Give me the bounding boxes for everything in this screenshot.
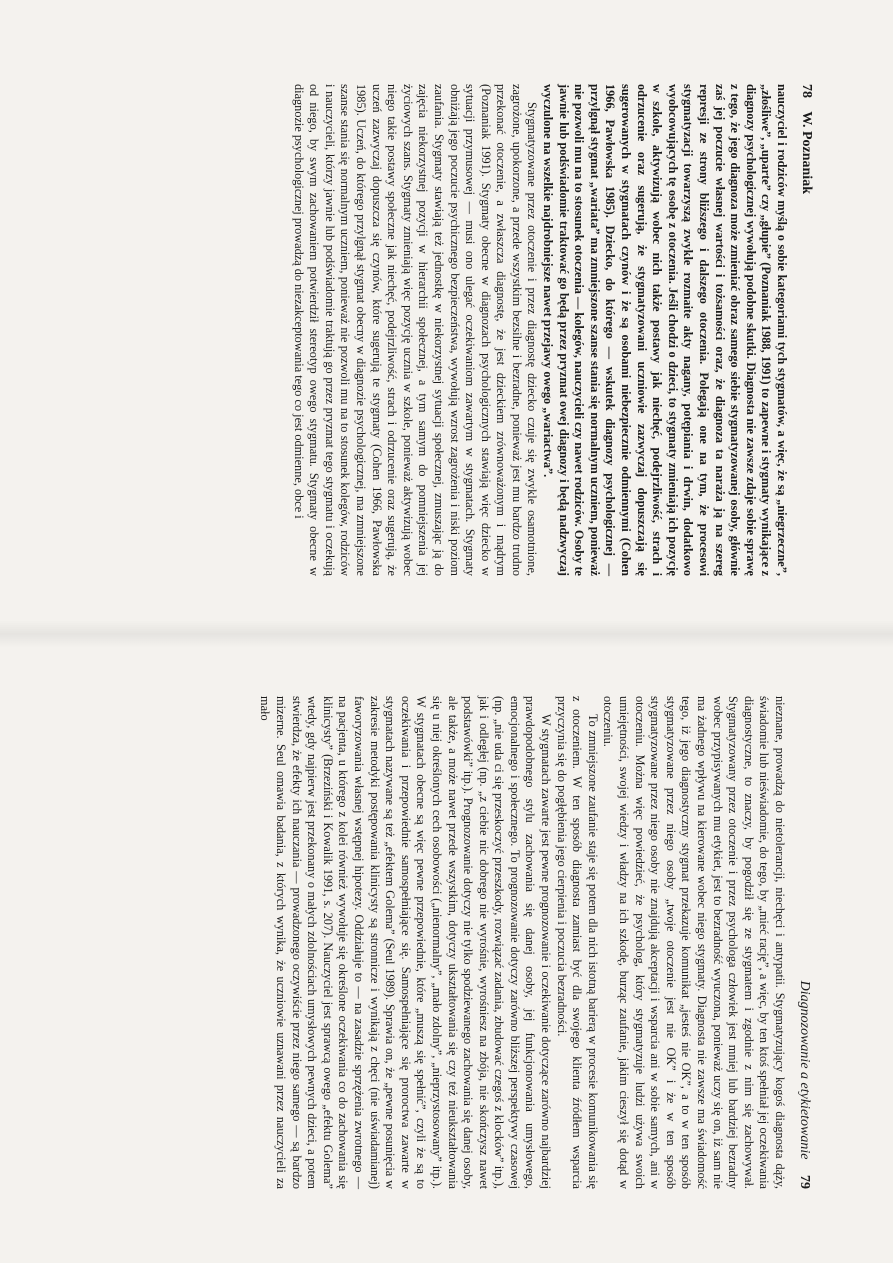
author-name: W. Poznaniak bbox=[799, 111, 814, 194]
right-page-number: 79 bbox=[797, 1175, 812, 1189]
right-body-text bbox=[257, 696, 787, 1189]
left-page-number: 78 bbox=[799, 84, 814, 98]
right-paragraph-1: nieznane, prowadzą do nietolerancji, niechęci i antypatii. Stygmatyzujący kogoś diagnosta dąży, świadomie lub nieświadomie, do tego, by „mieć rację”, a więc, by ten ktoś spełniał jej oczekiwania diagnostyczne, to znaczy, by pogodził się ze stygmatem i zgodnie z nim się zachowywał. Stygmatyzowany przez otoczenie i przez psychologa człowiek jest mniej lub bardziej bezradny wobec przypisywanych mu etykiet, jest to bezradność wyuczona, ponieważ uczy się on, iż sam nie ma żadnego wpływu na kierowane wobec niego stygmaty. Diagnosta nie zawsze ma świadomość tego, iż jego diagnostyczny stygmat przekazuje komunikat „jesteś nie OK”, a to w ten sposób stygmatyzowane przez niego osoby „twoje otoczenie jest nie OK” i że w ten sposób stygmatyzowane przez niego osoby nie znajdują akceptacji i wsparcia ani w sobie samych, ani w otoczeniu. Można więc powiedzieć, że psycholog, który stygmatyzuje ludzi używa swoich umiejętności, swojej wiedzy i władzy na ich szkodę, burząc zaufanie, jakim cieszył się dotąd w otoczeniu. bbox=[601, 696, 787, 1189]
right-paragraph-2: To zmniejszone zaufanie staje się potem dla nich istotną barierą w procesie komunikowania się z otoczeniem. W ten sposób diagnosta zamiast być dla swojego klienta źródłem wsparcia przyczynia się do pogłębienia jego cierpienia i poczucia bezradności. bbox=[554, 696, 600, 1189]
right-page bbox=[0, 648, 893, 1263]
left-body-text bbox=[290, 84, 789, 576]
right-running-head bbox=[787, 696, 813, 1189]
left-paragraph-2: Stygmatyzowane przez otoczenie i przez diagnostę dziecko czuje się zwykle osamotnione, zagrożone, upokorzone, a przede wszystkim bezsilne i bezradne, ponieważ jest mu bardzo trudno przekonać otoczenie, a zwłaszcza diagnostę, że jest dzieckiem zrównoważonym i mądrym (Poznaniak 1991). Stygmaty obecne w diagnozach psychologicznych stawiają więc dziecko w sytuacji przymusowej — musi ono ulegać oczekiwaniom zawartym w stygmatach. Stygmaty obniżają jego poczucie psychicznego bezpieczeństwa, wywołują wzrost zagrożenia i niski poziom zaufania. Stygmaty stawiają też jednostkę w niekorzystnej sytuacji społecznej, zmuszając ją do zajęcia niekorzystnej pozycji w hierarchii społecznej, a tym samym do pomniejszenia jej życiowych szans. Stygmaty zmieniają więc pozycję ucznia w szkole, ponieważ aktywizują wobec niego takie postawy społeczne jak niechęć, podejrzliwość, strach i odrzucenie oraz sugerują, że uczeń zazwyczaj dopuszcza się czynów, które sugerują te stygmaty (Cohen 1966, Pawłowska 1985). Uczeń, do którego przylgnął stygmat obecny w diagnozie psychologicznej, ma zmniejszone szanse stania się normalnym uczniem, ponieważ nie pozwoli mu na to stosunek kolegów, rodziców i nauczycieli, którzy jawnie lub podświadomie traktują go przez pryzmat tego stygmatu i oczekują od niego, by swym zachowaniem potwierdził stereotyp owego stygmatu. Stygmaty obecne w diagnozie psychologicznej prowadzą do niezakceptowania tego co jest odmienne, obce i bbox=[291, 84, 540, 576]
book-gutter bbox=[0, 620, 893, 648]
right-paragraph-3: W stygmatach zawarte jest pewne prognozowanie i oczekiwanie dotyczące zarówno najbardziej prawdopodobnego stylu zachowania się danej osoby, jej funkcjonowania umysłowego, emocjonalnego i społecznego. To prognozowanie dotyczy zarówno bliższej perspektywy czasowej (np. „nie uda ci się przeskoczyć przeszkody, rozwiązać zadania, zbudować czegoś z klocków” itp.), jak i odległej (np. „z ciebie nic dobrego nie wyrośnie, wyrośniesz na zbója, nie skończysz nawet podstawówki” itp.). Prognozowanie dotyczy nie tylko spodziewanego zachowania się danej osoby, ale także, a może nawet przede wszystkim, dotyczy ukształtowania się czy też nieukształtowania się u niej określonych cech osobowości („nienormalny”, „mało zdolny”, „nieprzystosowany” itp.). W stygmatach obecne są więc pewne przepowiednie, które „muszą się spełnić”, czyli że są to oczekiwania i przepowiednie samospełniające się. Samospełniające się proroctwa zawarte w stygmatach nazywane są też „efektem Golema” (Seul 1989). Sprawia on, że „pewne posunięcia w zakresie metodyki postępowania klinicysty są stronnicze i wynikają z chęci (nie uświadamianej) faworyzowania własnej wstępnej hipotezy. Oddziałuje to — na zasadzie sprzężenia zwrotnego — na pacjenta, u którego z kolei również wywołuje się określone oczekiwania co do zachowania się klinicysty” (Brzeziński i Kowalik 1991, s. 207). Nauczyciel jest sprawcą owego „efektu Golema” wtedy, gdy najpierw jest przekonany o małych zdolnościach umysłowych pewnych dzieci, a potem stwierdza, że efekty ich nauczania — prowadzonego oczywiście przez niego samego — są bardzo mizerne. Seul omawia badania, z których wynika, że uczniowie uznawani przez nauczycieli za mało bbox=[258, 696, 554, 1189]
running-title: Diagnozowanie a etykietowanie bbox=[797, 980, 812, 1160]
left-running-head bbox=[789, 84, 815, 576]
left-paragraph-1: nauczyciel i rodziców myślą o sobie kategoriami tych stygmatów, a więc, że są „niegrzeczne”, „złośliwe”, „uparte” czy „głupie” (Poznaniak 1988, 1991) to zapewne i stygmaty wynikające z diagnozy psychologicznej wywołują podobne skutki. Diagnosta nie zawsze zdaje sobie sprawę z tego, że jego diagnoza może zmieniać obraz samego siebie stygmatyzowanej osoby, głównie zaś jej poczucie własnej wartości i tożsamości oraz, że diagnoza ta naraża ją na szereg represji ze strony bliższego i dalszego otoczenia. Polegają one na tym, że procesowi stygmatyzacji towarzyszą zwykle rozmaite akty nagany, potępiania i drwin, dodatkowo wyobcowujących tę osobę z otoczenia. Jeśli chodzi o dzieci, to stygmaty zmieniają ich pozycję w szkole, aktywizują wobec nich także postawy jak niechęć, podejrzliwość, strach i odrzucenie oraz sugerują, że stygmatyzowani uczniowie zazwyczaj dopuszczają się sugerowanych w stygmatach czynów i że są osobami niebezpiecznie odmiennymi (Cohen 1966, Pawłowska 1985). Dziecko, do którego — wskutek diagnozy psychologicznej — przylgnął stygmat „wariata” ma zmniejszone szanse stania się normalnym uczniem, ponieważ nie pozwoli mu na to stosunek otoczenia — kolegów, nauczycieli czy nawet rodziców. Osoby te jawnie lub podświadomie traktować go będą przez pryzmat owej diagnozy i będą nadzwyczaj wyczulone na wszelkie najdrobniejsze nawet przejawy owego „wariactwa”. bbox=[541, 84, 789, 576]
left-page bbox=[0, 0, 893, 620]
